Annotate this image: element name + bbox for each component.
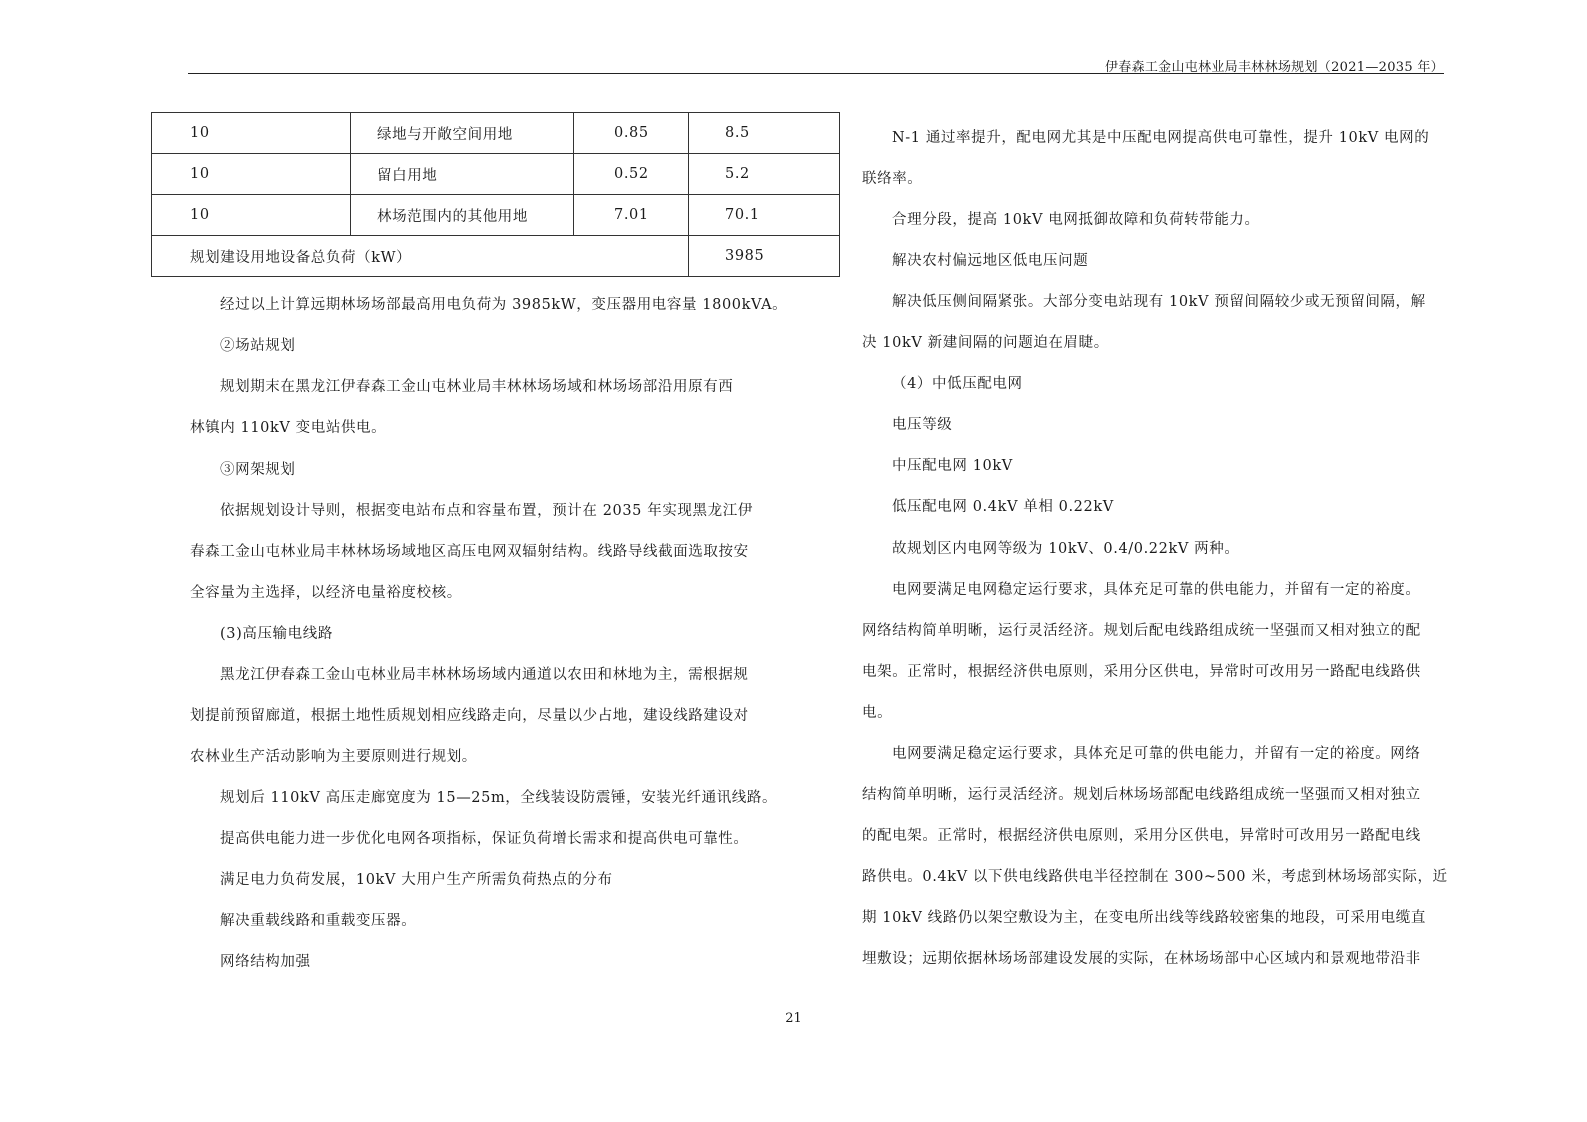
table-cell: 10 xyxy=(152,113,351,154)
paragraph-line: 解决低压侧间隔紧张。大部分变电站现有 10kV 预留间隔较少或无预留间隔，解 xyxy=(892,294,1426,310)
paragraph-line: 低压配电网 0.4kV 单相 0.22kV xyxy=(892,499,1114,515)
paragraph-line: 故规划区内电网等级为 10kV、0.4/0.22kV 两种。 xyxy=(892,541,1240,557)
paragraph-line: 电架。正常时，根据经济供电原则，采用分区供电，异常时可改用另一路配电线路供 xyxy=(862,664,1421,680)
section-heading: ②场站规划 xyxy=(220,338,296,354)
paragraph-line: 解决重载线路和重载变压器。 xyxy=(220,913,417,929)
table-total-row xyxy=(152,236,840,277)
load-table xyxy=(151,112,840,277)
paragraph-line: 依据规划设计导则，根据变电站布点和容量布置，预计在 2035 年实现黑龙江伊 xyxy=(220,503,753,519)
paragraph-line: 网络结构简单明晰，运行灵活经济。规划后配电线路组成统一坚强而又相对独立的配 xyxy=(862,623,1421,639)
paragraph-line: 埋敷设；远期依据林场场部建设发展的实际，在林场场部中心区域内和景观地带沿非 xyxy=(862,951,1421,967)
paragraph-line: 网络结构加强 xyxy=(220,954,311,970)
table-cell: 0.85 xyxy=(574,113,689,154)
paragraph-line: 期 10kV 线路仍以架空敷设为主，在变电所出线等线路较密集的地段，可采用电缆直 xyxy=(862,910,1426,926)
table-cell: 8.5 xyxy=(689,113,840,154)
paragraph-line: 全容量为主选择，以经济电量裕度校核。 xyxy=(190,585,462,601)
table-cell: 5.2 xyxy=(689,154,840,195)
table-cell: 10 xyxy=(152,195,351,236)
paragraph-line: 联络率。 xyxy=(862,171,923,187)
table-total-value: 3985 xyxy=(689,236,840,277)
paragraph-line: 决 10kV 新建间隔的问题迫在眉睫。 xyxy=(862,335,1109,351)
table-cell: 绿地与开敞空间用地 xyxy=(351,113,574,154)
paragraph-line: 电网要满足电网稳定运行要求，具体充足可靠的供电能力，并留有一定的裕度。 xyxy=(892,582,1421,598)
table-cell: 留白用地 xyxy=(351,154,574,195)
paragraph-line: 提高供电能力进一步优化电网各项指标，保证负荷增长需求和提高供电可靠性。 xyxy=(220,831,749,847)
table-cell: 0.52 xyxy=(574,154,689,195)
page-number: 21 xyxy=(785,1011,802,1026)
paragraph-line: 的配电架。正常时，根据经济供电原则，采用分区供电，异常时可改用另一路配电线 xyxy=(862,828,1421,844)
paragraph-line: 电。 xyxy=(862,705,893,721)
table-cell: 7.01 xyxy=(574,195,689,236)
paragraph-line: 规划后 110kV 高压走廊宽度为 15—25m，全线装设防震锤，安装光纤通讯线路。 xyxy=(220,790,778,806)
table-row xyxy=(152,113,840,154)
paragraph-line: 农林业生产活动影响为主要原则进行规划。 xyxy=(190,749,477,765)
table-cell: 林场范围内的其他用地 xyxy=(351,195,574,236)
paragraph-line: N-1 通过率提升，配电网尤其是中压配电网提高供电可靠性，提升 10kV 电网的 xyxy=(892,130,1430,146)
paragraph-line: 林镇内 110kV 变电站供电。 xyxy=(190,420,387,436)
table-cell: 10 xyxy=(152,154,351,195)
paragraph-line: 满足电力负荷发展，10kV 大用户生产所需负荷热点的分布 xyxy=(220,872,613,888)
section-heading: ③网架规划 xyxy=(220,462,296,478)
paragraph-line: 解决农村偏远地区低电压问题 xyxy=(892,253,1089,269)
paragraph-line: 黑龙江伊春森工金山屯林业局丰林林场场域内通道以农田和林地为主，需根据规 xyxy=(220,667,749,683)
table-total-label: 规划建设用地设备总负荷（kW） xyxy=(152,236,689,277)
paragraph-line: 结构简单明晰，运行灵活经济。规划后林场场部配电线路组成统一坚强而又相对独立 xyxy=(862,787,1421,803)
table-row xyxy=(152,154,840,195)
paragraph-line: 合理分段，提高 10kV 电网抵御故障和负荷转带能力。 xyxy=(892,212,1260,228)
paragraph-line: 电压等级 xyxy=(892,417,953,433)
table-cell: 70.1 xyxy=(689,195,840,236)
header-rule xyxy=(188,73,1444,74)
paragraph-line: 电网要满足稳定运行要求，具体充足可靠的供电能力，并留有一定的裕度。网络 xyxy=(892,746,1421,762)
paragraph-line: 经过以上计算远期林场场部最高用电负荷为 3985kW，变压器用电容量 1800kVA。 xyxy=(220,297,788,313)
header-title: 伊春森工金山屯林业局丰林林场规划（2021—2035 年） xyxy=(1104,60,1444,75)
paragraph-line: 春森工金山屯林业局丰林林场场域地区高压电网双辐射结构。线路导线截面选取按安 xyxy=(190,544,749,560)
section-heading: (3)高压输电线路 xyxy=(220,626,333,642)
table-row xyxy=(152,195,840,236)
section-heading: （4）中低压配电网 xyxy=(892,376,1023,392)
paragraph-line: 规划期末在黑龙江伊春森工金山屯林业局丰林林场场域和林场场部沿用原有西 xyxy=(220,379,734,395)
paragraph-line: 中压配电网 10kV xyxy=(892,458,1013,474)
paragraph-line: 路供电。0.4kV 以下供电线路供电半径控制在 300~500 米，考虑到林场场部实际，近 xyxy=(862,869,1448,885)
paragraph-line: 划提前预留廊道，根据土地性质规划相应线路走向，尽量以少占地，建设线路建设对 xyxy=(190,708,749,724)
